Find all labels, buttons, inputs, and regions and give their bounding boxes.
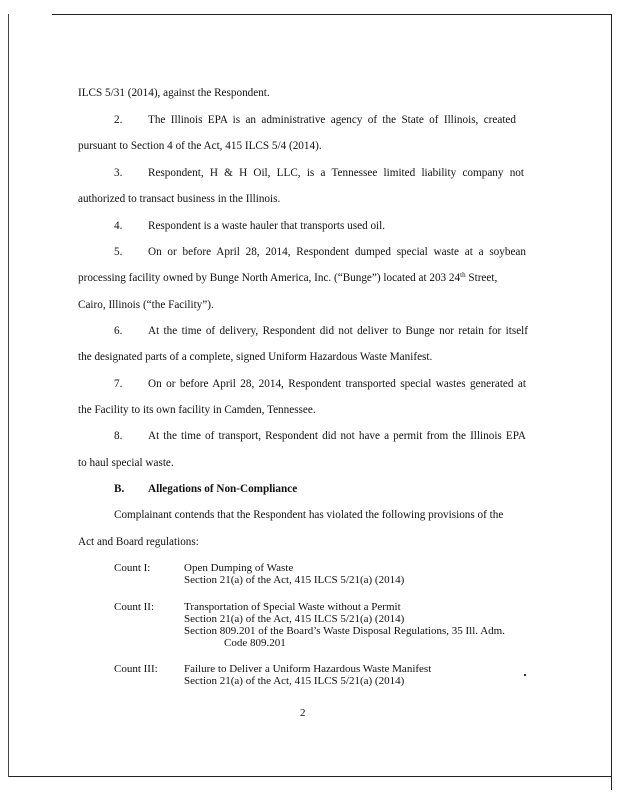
count-citation: Code 809.201 bbox=[224, 637, 286, 649]
paragraph-number: 2. bbox=[114, 114, 123, 126]
count-title: Open Dumping of Waste bbox=[184, 562, 294, 574]
body-line: The Illinois EPA is an administrative agency of the State of Illinois, created bbox=[148, 114, 516, 126]
count-citation: Section 809.201 of the Board’s Waste Disposal Regulations, 35 Ill. Adm. bbox=[184, 625, 505, 637]
body-line bbox=[78, 272, 497, 285]
body-line: Respondent is a waste hauler that transports used oil. bbox=[148, 220, 386, 232]
paragraph-number: 3. bbox=[114, 167, 123, 179]
section-letter: B. bbox=[114, 483, 125, 495]
body-line: to haul special waste. bbox=[78, 457, 174, 469]
body-line: On or before April 28, 2014, Respondent transported special wastes generated at bbox=[148, 378, 526, 390]
body-line: Respondent, H & H Oil, LLC, is a Tennessee limited liability company not bbox=[148, 167, 524, 179]
body-line: Act and Board regulations: bbox=[78, 536, 199, 548]
body-line: At the time of delivery, Respondent did not deliver to Bunge nor retain for itself bbox=[148, 325, 528, 337]
paragraph-number: 8. bbox=[114, 430, 123, 442]
body-line: the Facility to its own facility in Camden, Tennessee. bbox=[78, 404, 316, 416]
body-line: Complainant contends that the Respondent has violated the following provisions of the bbox=[114, 509, 504, 521]
page-number: 2 bbox=[300, 707, 306, 719]
scan-speck bbox=[524, 674, 526, 676]
paragraph-number: 5. bbox=[114, 246, 123, 258]
count-citation: Section 21(a) of the Act, 415 ILCS 5/21(a) (2014) bbox=[184, 574, 405, 586]
count-citation: Section 21(a) of the Act, 415 ILCS 5/21(a) (2014) bbox=[184, 675, 405, 687]
count-label: Count I: bbox=[114, 562, 151, 574]
count-title: Transportation of Special Waste without a Permit bbox=[184, 601, 401, 613]
text-run: processing facility owned by Bunge North America, Inc. (“Bunge”) located at 203 24 bbox=[78, 272, 461, 284]
text-run: Street, bbox=[465, 272, 498, 284]
body-line: Cairo, Illinois (“the Facility”). bbox=[78, 299, 214, 311]
body-line: authorized to transact business in the Illinois. bbox=[78, 193, 281, 205]
body-line: ILCS 5/31 (2014), against the Respondent. bbox=[78, 87, 270, 99]
paragraph-number: 7. bbox=[114, 378, 123, 390]
body-line: At the time of transport, Respondent did not have a permit from the Illinois EPA bbox=[148, 430, 526, 442]
section-heading: Allegations of Non-Compliance bbox=[148, 483, 298, 495]
body-line: On or before April 28, 2014, Respondent dumped special waste at a soybean bbox=[148, 246, 526, 258]
body-line: the designated parts of a complete, signed Uniform Hazardous Waste Manifest. bbox=[78, 351, 433, 363]
body-line: pursuant to Section 4 of the Act, 415 ILCS 5/4 (2014). bbox=[78, 140, 322, 152]
paragraph-number: 6. bbox=[114, 325, 123, 337]
count-label: Count III: bbox=[114, 663, 158, 675]
superscript-text: th bbox=[460, 271, 466, 279]
paragraph-number: 4. bbox=[114, 220, 123, 232]
count-label: Count II: bbox=[114, 601, 155, 613]
count-title: Failure to Deliver a Uniform Hazardous Waste Manifest bbox=[184, 663, 432, 675]
count-citation: Section 21(a) of the Act, 415 ILCS 5/21(a) (2014) bbox=[184, 613, 405, 625]
